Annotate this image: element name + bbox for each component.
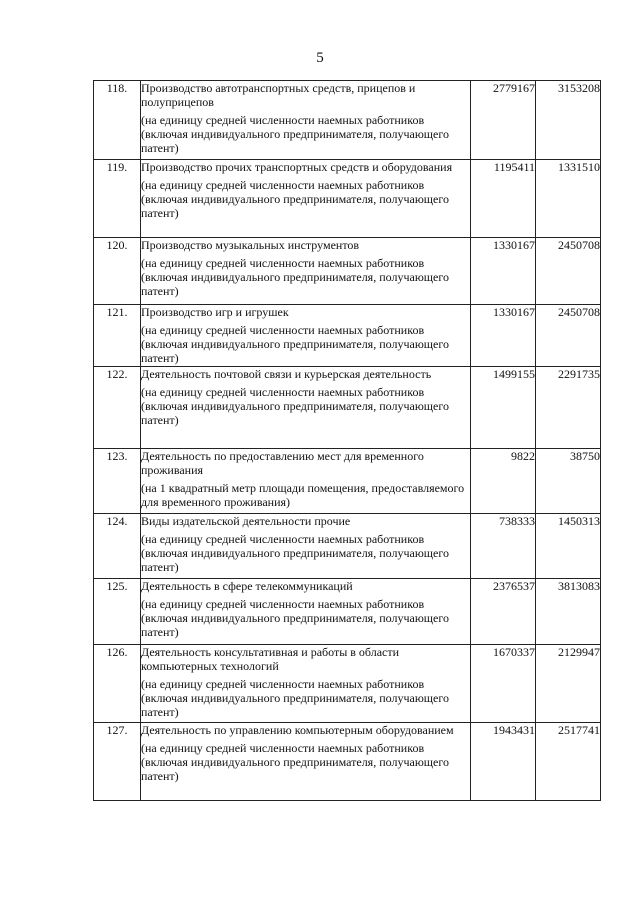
value-cell-2: 1450313 — [536, 514, 601, 579]
page-number: 5 — [316, 50, 324, 66]
row-number: 123. — [94, 449, 141, 514]
activity-title: Производство игр и игрушек — [141, 305, 289, 319]
table-row — [94, 449, 601, 514]
row-description — [141, 645, 471, 723]
value-cell-2: 38750 — [536, 449, 601, 514]
unit-note: (на единицу средней численности наемных работников (включая индивидуального предпринимателя, получающего патент) — [141, 597, 449, 639]
row-description — [141, 449, 471, 514]
value-cell-1: 2779167 — [471, 81, 536, 160]
table-row — [94, 81, 601, 160]
unit-note: (на единицу средней численности наемных работников (включая индивидуального предпринимателя, получающего патент) — [141, 178, 449, 220]
activity-table — [93, 80, 601, 801]
row-number: 124. — [94, 514, 141, 579]
row-number: 121. — [94, 305, 141, 367]
row-description — [141, 160, 471, 238]
table-row — [94, 238, 601, 305]
value-cell-2: 2450708 — [536, 238, 601, 305]
unit-note: (на единицу средней численности наемных работников (включая индивидуального предпринимателя, получающего патент) — [141, 741, 449, 783]
row-number: 122. — [94, 367, 141, 449]
activity-title: Деятельность по управлению компьютерным оборудованием — [141, 723, 454, 737]
activity-title: Деятельность почтовой связи и курьерская деятельность — [141, 367, 432, 381]
value-cell-2: 1331510 — [536, 160, 601, 238]
value-cell-1: 738333 — [471, 514, 536, 579]
activity-title: Деятельность в сфере телекоммуникаций — [141, 579, 353, 593]
unit-note: (на 1 квадратный метр площади помещения, предоставляемого для временного проживания) — [141, 481, 465, 509]
activity-title: Виды издательской деятельности прочие — [141, 514, 351, 528]
activity-title: Производство музыкальных инструментов — [141, 238, 360, 252]
value-cell-1: 1195411 — [471, 160, 536, 238]
row-number: 126. — [94, 645, 141, 723]
activity-title: Деятельность по предоставлению мест для временного проживания — [141, 449, 424, 477]
value-cell-1: 1330167 — [471, 305, 536, 367]
value-cell-2: 2291735 — [536, 367, 601, 449]
table-row — [94, 160, 601, 238]
value-cell-1: 9822 — [471, 449, 536, 514]
row-number: 127. — [94, 723, 141, 801]
unit-note: (на единицу средней численности наемных работников (включая индивидуального предпринимателя, получающего патент) — [141, 677, 449, 719]
row-number: 125. — [94, 579, 141, 645]
activity-title: Производство автотранспортных средств, прицепов и полуприцепов — [141, 81, 416, 109]
row-description — [141, 579, 471, 645]
table-row — [94, 367, 601, 449]
row-description — [141, 81, 471, 160]
value-cell-2: 2517741 — [536, 723, 601, 801]
table-row — [94, 579, 601, 645]
value-cell-1: 1499155 — [471, 367, 536, 449]
row-number: 119. — [94, 160, 141, 238]
row-description — [141, 514, 471, 579]
table-row — [94, 645, 601, 723]
activity-title: Деятельность консультативная и работы в области компьютерных технологий — [141, 645, 400, 673]
value-cell-2: 3153208 — [536, 81, 601, 160]
value-cell-1: 2376537 — [471, 579, 536, 645]
row-number: 118. — [94, 81, 141, 160]
value-cell-2: 2129947 — [536, 645, 601, 723]
value-cell-2: 3813083 — [536, 579, 601, 645]
row-description — [141, 305, 471, 367]
table-row — [94, 514, 601, 579]
row-description — [141, 367, 471, 449]
row-description — [141, 723, 471, 801]
value-cell-1: 1330167 — [471, 238, 536, 305]
unit-note: (на единицу средней численности наемных работников (включая индивидуального предпринимателя, получающего патент) — [141, 323, 449, 365]
value-cell-2: 2450708 — [536, 305, 601, 367]
unit-note: (на единицу средней численности наемных работников (включая индивидуального предпринимателя, получающего патент) — [141, 256, 449, 298]
value-cell-1: 1943431 — [471, 723, 536, 801]
unit-note: (на единицу средней численности наемных работников (включая индивидуального предпринимателя, получающего патент) — [141, 532, 449, 574]
table-row — [94, 305, 601, 367]
table-row — [94, 723, 601, 801]
row-description — [141, 238, 471, 305]
unit-note: (на единицу средней численности наемных работников (включая индивидуального предпринимателя, получающего патент) — [141, 113, 449, 155]
row-number: 120. — [94, 238, 141, 305]
unit-note: (на единицу средней численности наемных работников (включая индивидуального предпринимателя, получающего патент) — [141, 385, 449, 427]
activity-title: Производство прочих транспортных средств и оборудования — [141, 160, 453, 174]
value-cell-1: 1670337 — [471, 645, 536, 723]
